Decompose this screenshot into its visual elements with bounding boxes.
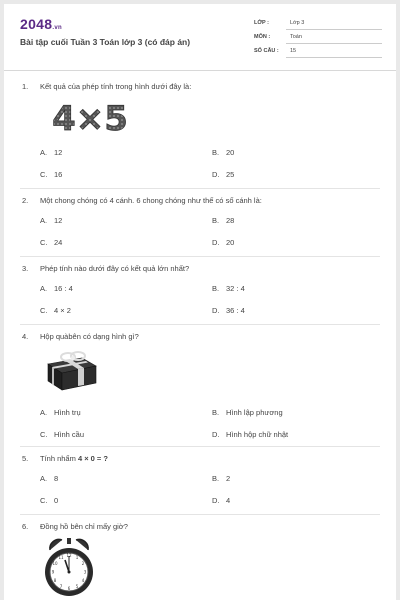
- option-d[interactable]: D. 25: [212, 170, 235, 179]
- option-b[interactable]: B. Hình lập phương: [212, 408, 283, 417]
- option-c[interactable]: C. 0: [40, 496, 59, 505]
- option-d[interactable]: D. 20: [212, 238, 235, 247]
- option-b[interactable]: B. 20: [212, 148, 235, 157]
- divider: [20, 324, 380, 325]
- logo-suffix: .vn: [52, 25, 62, 31]
- option-c[interactable]: C. 4 × 2: [40, 306, 71, 315]
- worksheet-header: [4, 4, 396, 71]
- meta-value: Lớp 3: [286, 20, 382, 30]
- question-text: 1. Kết quả của phép tính trong hình dưới đây là:: [22, 82, 192, 91]
- meta-grade: [254, 18, 382, 32]
- option-a[interactable]: A. 8: [40, 474, 59, 483]
- gift-box-image: [42, 346, 100, 394]
- option-c[interactable]: C. 16: [40, 170, 63, 179]
- question-text: 6. Đồng hồ bên chỉ mấy giờ?: [22, 522, 128, 531]
- expression: 4 × 0 = ?: [77, 454, 108, 463]
- svg-text:6: 6: [67, 586, 71, 591]
- meta-count: [254, 46, 382, 60]
- svg-text:10: 10: [52, 561, 58, 566]
- svg-text:4: 4: [81, 578, 85, 583]
- svg-text:8: 8: [53, 578, 57, 583]
- question-text: 3. Phép tính nào dưới đây có kết quả lớn nhất?: [22, 264, 190, 273]
- option-c[interactable]: C. 24: [40, 238, 63, 247]
- option-b[interactable]: B. 2: [212, 474, 231, 483]
- meta-subject: [254, 32, 382, 46]
- meta-key: SỐ CÂU :: [254, 48, 279, 54]
- alarm-clock-image: [40, 534, 98, 600]
- option-c[interactable]: C. Hình cầu: [40, 430, 85, 439]
- option-a[interactable]: A. Hình trụ: [40, 408, 81, 417]
- svg-text:1: 1: [75, 555, 79, 560]
- meta-key: LỚP :: [254, 20, 269, 26]
- question-text: 2. Một chong chóng có 4 cánh. 6 chong chóng như thế có số cánh là:: [22, 196, 262, 205]
- logo-text: 2048: [20, 16, 53, 32]
- site-logo[interactable]: [20, 16, 62, 32]
- divider: [20, 256, 380, 257]
- meta-value: Toán: [286, 34, 382, 44]
- option-d[interactable]: D. Hình hộp chữ nhật: [212, 430, 289, 439]
- svg-text:9: 9: [51, 569, 55, 575]
- option-a[interactable]: A. 16 : 4: [40, 284, 73, 293]
- multiplication-4x5-image: [44, 98, 136, 136]
- meta-value: 15: [286, 48, 382, 58]
- meta-key: MÔN :: [254, 34, 271, 40]
- option-a[interactable]: A. 12: [40, 216, 63, 225]
- svg-text:2: 2: [81, 561, 85, 566]
- svg-text:5: 5: [75, 584, 79, 589]
- worksheet-title: Bài tập cuối Tuần 3 Toán lớp 3 (có đáp án): [20, 37, 191, 47]
- svg-text:11: 11: [58, 555, 64, 560]
- svg-text:3: 3: [83, 569, 87, 575]
- option-b[interactable]: B. 28: [212, 216, 235, 225]
- question-text: 5. Tính nhẩm 4 × 0 = ?: [22, 454, 108, 463]
- worksheet-page: [4, 4, 396, 600]
- svg-text:12: 12: [66, 553, 72, 558]
- divider: [20, 446, 380, 447]
- divider: [20, 514, 380, 515]
- svg-text:7: 7: [59, 584, 63, 589]
- option-b[interactable]: B. 32 : 4: [212, 284, 245, 293]
- divider: [20, 188, 380, 189]
- option-d[interactable]: D. 36 : 4: [212, 306, 245, 315]
- question-text: 4. Hộp quàbên có dạng hình gì?: [22, 332, 139, 341]
- option-a[interactable]: A. 12: [40, 148, 63, 157]
- meta-info: [254, 18, 382, 60]
- option-d[interactable]: D. 4: [212, 496, 231, 505]
- figure-text: 4×5: [52, 99, 128, 136]
